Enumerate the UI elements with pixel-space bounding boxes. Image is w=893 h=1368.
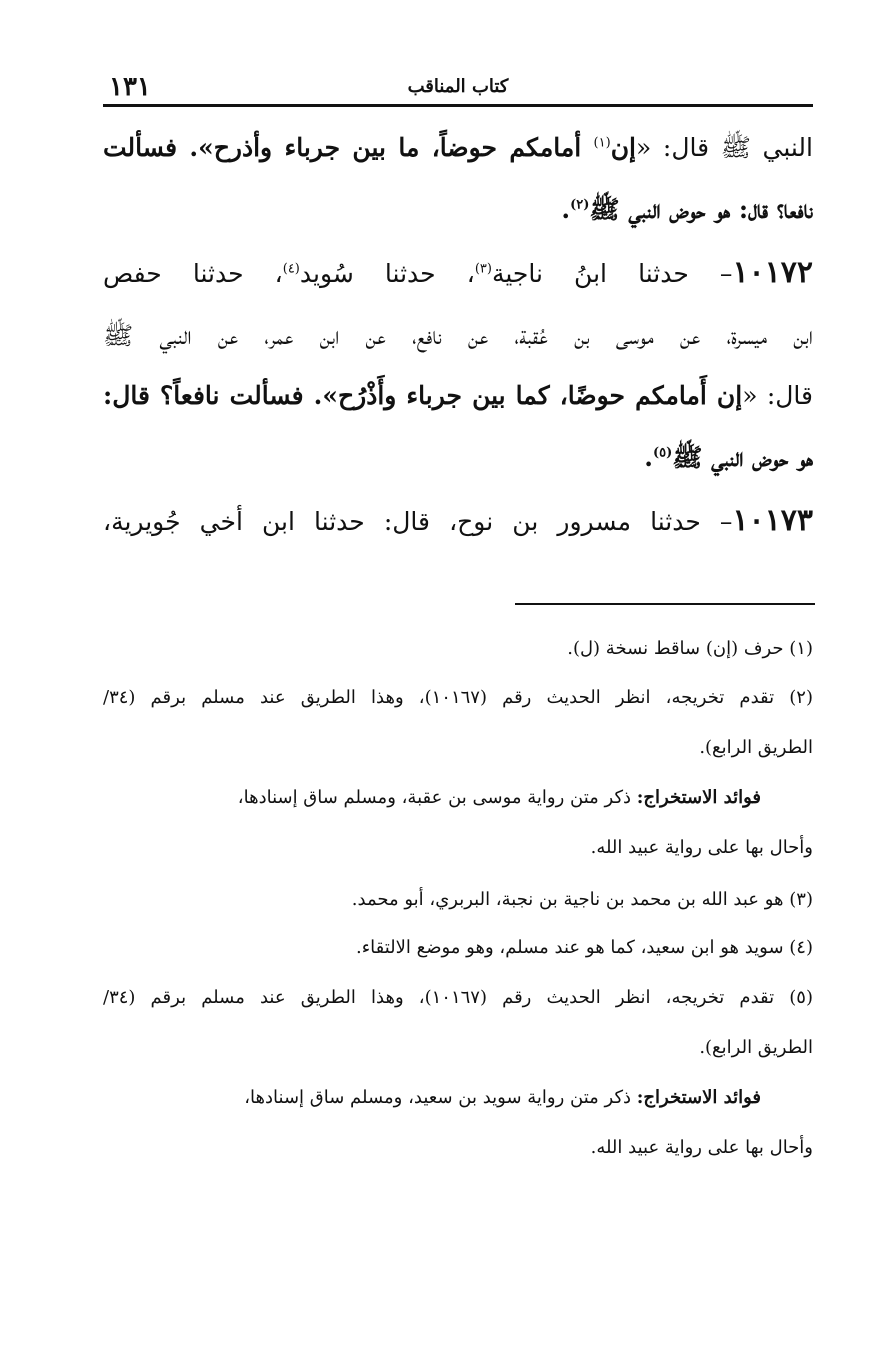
running-header — [103, 74, 813, 104]
chapter-title: كتاب المناقب — [407, 76, 509, 97]
text-line-4: ابن ميسرة، عن موسى بن عُقبة، عن نافع، عن ابن عمر، عن النبي ﷺ — [103, 321, 813, 350]
footnote-separator — [515, 603, 815, 605]
page-number: ١٣١ — [109, 72, 151, 102]
text-line-6: هو حوض النبي ﷺ$^{(٥)}$. — [644, 443, 813, 472]
hadith-10172-line: ١٠١٧٢– حدثنا ابنُ ناجية$^{(٣)}$، حدثنا سُويد$^{(٤)}$، حدثنا حفص — [103, 255, 814, 290]
text-line-1: النبي ﷺ قال: «إن$^{(١)}$ أمامكم حوضاً، ما بين جرباء وأذرح». فسألت — [103, 133, 813, 162]
text-line-2: نافعا؟ قال: هو حوض النبي ﷺ$^{(٢)}$. — [561, 195, 813, 224]
book-page: كتاب المناقب ١٣١ النبي ﷺ قال: «إن$^{(١)}$ أمامكم حوضاً، ما بين جرباء وأذرح». فسألت نافعا؟ قال: هو حوض النبي ﷺ$^{(٢)}$. ١٠١٧٢– حدثنا ابنُ ناجية$^{(٣)}$، حدثنا سُويد$^{(٤)}$، حدثنا حفص ابن ميسرة، عن موسى بن عُقبة، عن نافع، عن ابن عمر، عن النبي ﷺ قال: «إن أَمامكم حوضًا، كما بين جرباء وأَذْرُح». فسألت نافعاً؟ قال: هو حوض النبي ﷺ$^{(٥)}$. ١٠١٧٣– حدثنا مسرور بن نوح، قال: حدثنا ابن أخي جُويرية، (١) حرف (إن) ساقط نسخة (ل). (٢) تقدم تخريجه، انظر الحديث رقم (١٠١٦٧)، وهذا الطريق عند مسلم برقم (٣٤/ الطريق الرابع). فوائد الاستخراج: ذكر متن رواية موسى بن عقبة، ومسلم ساق إسنادها، وأحال بها على رواية عبيد الله. (٣) هو عبد الله بن محمد بن ناجية بن نجبة، البربري، أبو محمد. (٤) سويد هو ابن سعيد، كما هو عند مسلم، وهو موضع الالتقاء. (٥) تقدم تخريجه، انظر الحديث رقم (١٠١٦٧)، وهذا الطريق عند مسلم برقم (٣٤/ الطريق الرابع). فوائد الاستخراج: ذكر متن رواية سويد بن سعيد، ومسلم ساق إسنادها، وأحال بها على رواية عبيد الله. — [103, 72, 814, 1158]
hadith-number: ١٠١٧٣ — [732, 503, 813, 538]
header-rule — [103, 104, 813, 107]
hadith-10173-line: ١٠١٧٣– حدثنا مسرور بن نوح، قال: حدثنا ابن أخي جُويرية، — [103, 503, 813, 538]
hadith-number: ١٠١٧٢ — [732, 255, 814, 290]
text-line-5: قال: «إن أَمامكم حوضًا، كما بين جرباء وأَذْرُح». فسألت نافعاً؟ قال: — [103, 381, 813, 410]
